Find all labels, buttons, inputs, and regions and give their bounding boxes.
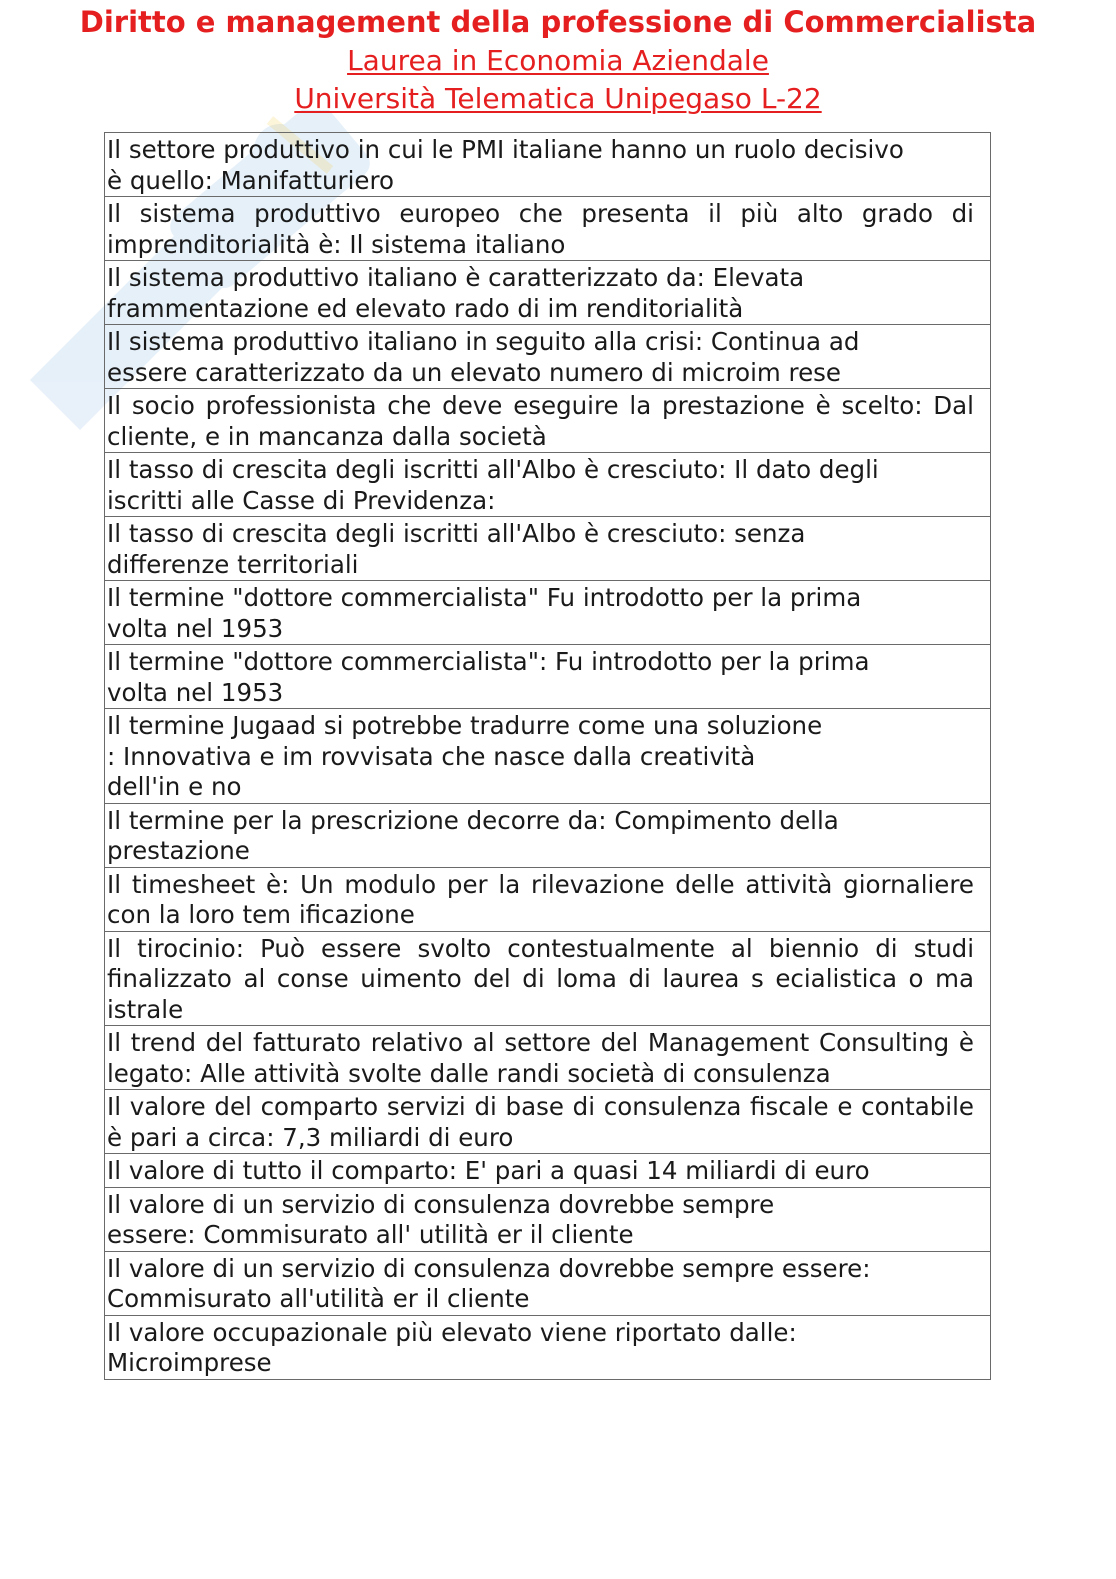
table-row <box>105 931 991 1026</box>
table-row <box>105 133 991 197</box>
qa-cell: Il valore di un servizio di consulenza dovrebbe sempre essere: Commisurato all'utilità er il cliente <box>105 1251 991 1315</box>
table-row <box>105 1187 991 1251</box>
table-row <box>105 197 991 261</box>
qa-table <box>104 132 991 1380</box>
qa-cell: Il trend del fatturato relativo al settore del Management Consulting è legato: Alle attività svolte dalle randi società di consulenza <box>105 1026 991 1090</box>
table-row <box>105 803 991 867</box>
table-row <box>105 325 991 389</box>
qa-cell: Il termine "dottore commercialista" Fu introdotto per la prima volta nel 1953 <box>105 581 991 645</box>
table-row <box>105 709 991 804</box>
qa-cell: Il sistema produttivo europeo che presenta il più alto grado di imprenditorialità è: Il sistema italiano <box>105 197 991 261</box>
qa-cell: Il termine "dottore commercialista": Fu introdotto per la prima volta nel 1953 <box>105 645 991 709</box>
qa-cell: Il socio professionista che deve eseguire la prestazione è scelto: Dal cliente, e in mancanza dalla società <box>105 389 991 453</box>
qa-cell: Il valore occupazionale più elevato viene riportato dalle: Microimprese <box>105 1315 991 1379</box>
degree-link[interactable]: Laurea in Economia Aziendale <box>347 44 769 77</box>
qa-cell: Il tirocinio: Può essere svolto contestualmente al biennio di studi finalizzato al conse uimento del di loma di laurea s ecialistica o ma istrale <box>105 931 991 1026</box>
table-row <box>105 1154 991 1188</box>
document-title: Diritto e management della professione di Commercialista <box>79 5 1037 39</box>
table-row <box>105 389 991 453</box>
table-row <box>105 1315 991 1379</box>
table-row <box>105 645 991 709</box>
qa-cell: Il valore di un servizio di consulenza dovrebbe sempre essere: Commisurato all' utilità er il cliente <box>105 1187 991 1251</box>
qa-cell: Il timesheet è: Un modulo per la rilevazione delle attività giornaliere con la loro tem ificazione <box>105 867 991 931</box>
table-row <box>105 1026 991 1090</box>
qa-cell: Il termine per la prescrizione decorre da: Compimento della prestazione <box>105 803 991 867</box>
qa-cell: Il tasso di crescita degli iscritti all'Albo è cresciuto: Il dato degli iscritti alle Casse di Previdenza: <box>105 453 991 517</box>
qa-cell: Il valore del comparto servizi di base di consulenza fiscale e contabile è pari a circa: 7,3 miliardi di euro <box>105 1090 991 1154</box>
qa-cell: Il sistema produttivo italiano è caratterizzato da: Elevata frammentazione ed elevato rado di im renditorialità <box>105 261 991 325</box>
table-row <box>105 453 991 517</box>
table-row <box>105 261 991 325</box>
table-row <box>105 1251 991 1315</box>
table-row <box>105 517 991 581</box>
university-link[interactable]: Università Telematica Unipegaso L-22 <box>294 82 822 115</box>
qa-cell: Il sistema produttivo italiano in seguito alla crisi: Continua ad essere caratterizzato da un elevato numero di microim rese <box>105 325 991 389</box>
document-header <box>0 2 1116 118</box>
table-row <box>105 581 991 645</box>
table-row <box>105 867 991 931</box>
qa-cell: Il valore di tutto il comparto: E' pari a quasi 14 miliardi di euro <box>105 1154 991 1188</box>
qa-cell: Il settore produttivo in cui le PMI italiane hanno un ruolo decisivo è quello: Manifatturiero <box>105 133 991 197</box>
qa-cell: Il termine Jugaad si potrebbe tradurre come una soluzione : Innovativa e im rovvisata che nasce dalla creatività dell'in e no <box>105 709 991 804</box>
qa-cell: Il tasso di crescita degli iscritti all'Albo è cresciuto: senza differenze territoriali <box>105 517 991 581</box>
table-row <box>105 1090 991 1154</box>
